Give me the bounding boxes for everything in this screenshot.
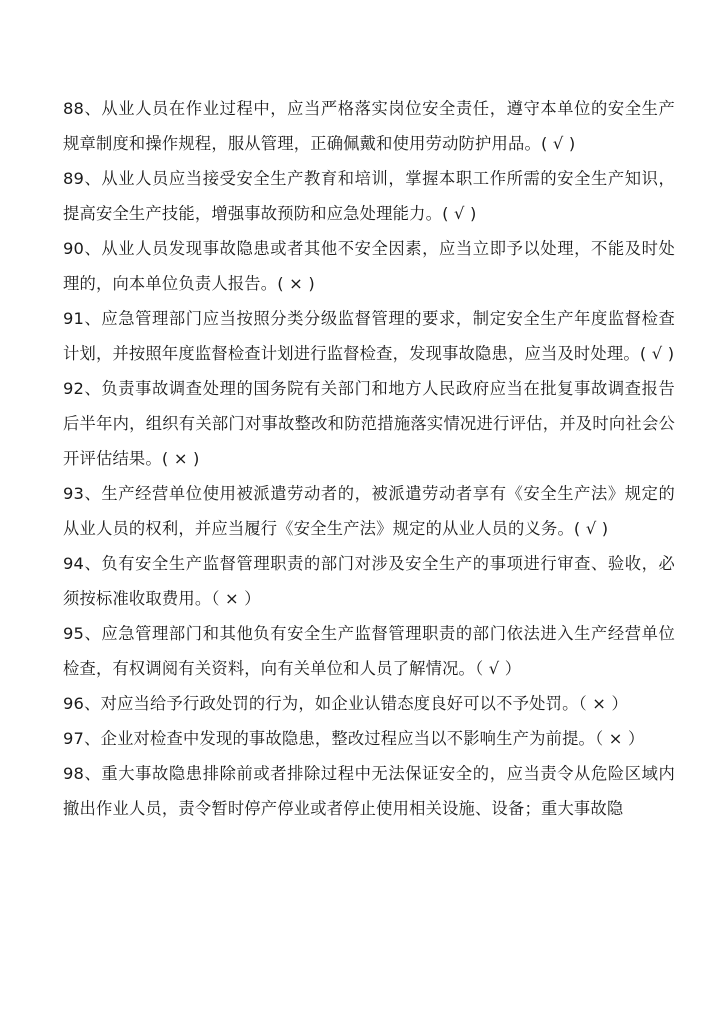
question-88: 88、从业人员在作业过程中，应当严格落实岗位安全责任，遵守本单位的安全生产规章制度和操作规程，服从管理，正确佩戴和使用劳动防护用品。( √ ) bbox=[63, 99, 675, 153]
question-97: 97、企业对检查中发现的事故隐患，整改过程应当以不影响生产为前提。（ × ） bbox=[63, 729, 645, 748]
question-91: 91、应急管理部门应当按照分类分级监督管理的要求，制定安全生产年度监督检查计划，并按照年度监督检查计划进行监督检查，发现事故隐患，应当及时处理。( √ ) bbox=[63, 309, 675, 363]
question-90: 90、从业人员发现事故隐患或者其他不安全因素，应当立即予以处理，不能及时处理的，向本单位负责人报告。( × ) bbox=[63, 239, 675, 293]
question-95: 95、应急管理部门和其他负有安全生产监督管理职责的部门依法进入生产经营单位检查，有权调阅有关资料，向有关单位和人员了解情况。（ √ ） bbox=[63, 624, 675, 678]
question-98: 98、重大事故隐患排除前或者排除过程中无法保证安全的，应当责令从危险区域内撤出作业人员，责令暂时停产停业或者停止使用相关设施、设备；重大事故隐 bbox=[63, 764, 675, 818]
question-96: 96、对应当给予行政处罚的行为，如企业认错态度良好可以不予处罚。（ × ） bbox=[63, 694, 628, 713]
question-93: 93、生产经营单位使用被派遣劳动者的，被派遣劳动者享有《安全生产法》规定的从业人员的权利，并应当履行《安全生产法》规定的从业人员的义务。( √ ) bbox=[63, 484, 675, 538]
question-89: 89、从业人员应当接受安全生产教育和培训，掌握本职工作所需的安全生产知识，提高安全生产技能，增强事故预防和应急处理能力。( √ ) bbox=[63, 169, 675, 223]
document-page bbox=[63, 91, 675, 826]
question-92: 92、负责事故调查处理的国务院有关部门和地方人民政府应当在批复事故调查报告后半年内，组织有关部门对事故整改和防范措施落实情况进行评估，并及时向社会公开评估结果。( × ) bbox=[63, 379, 675, 468]
question-94: 94、负有安全生产监督管理职责的部门对涉及安全生产的事项进行审查、验收，必须按标准收取费用。（ × ） bbox=[63, 554, 675, 608]
